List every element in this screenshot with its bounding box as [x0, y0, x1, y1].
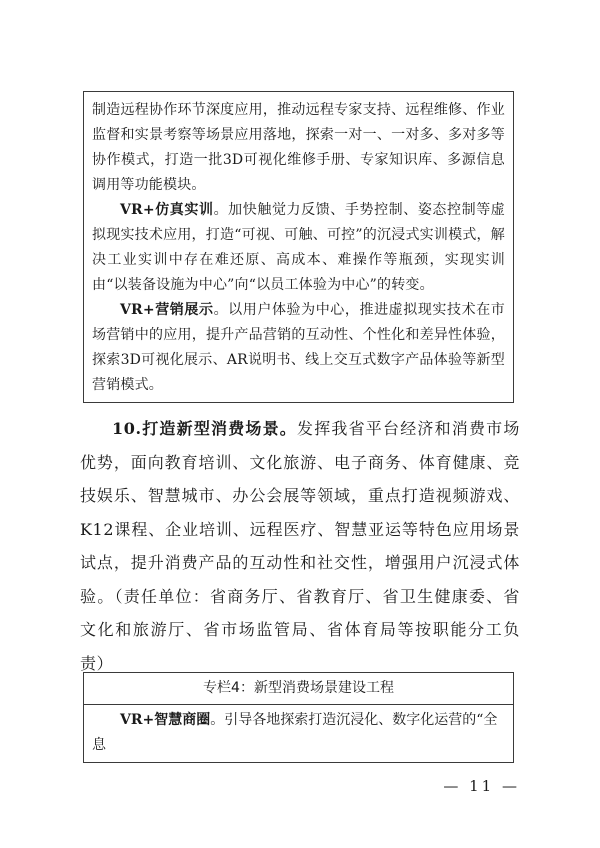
vr-smart-shopping-text: 。引导各地探索打造沉浸化、数字化运营的“全息 [92, 712, 498, 753]
column-box-bottom [83, 672, 514, 763]
vr-training-heading: VR+仿真实训 [120, 202, 214, 218]
vr-marketing-text: 。以用户体验为中心，推进虚拟现实技术在市场营销中的应用，提升产品营销的互动性、个性化和差异性体验，探索3D可视化展示、AR说明书、线上交互式数字产品体验等新型营销模式。 [92, 302, 505, 393]
main-paragraph-consumption [80, 412, 520, 680]
vr-smart-shopping-heading: VR+智慧商圈 [120, 712, 211, 728]
vr-training-text: 。加快触觉力反馈、手势控制、姿态控制等虚拟现实技术应用，打造“可视、可触、可控”的沉浸式实训模式，解决工业实训中存在难还原、高成本、难操作等瓶颈，实现实训由“以装备设施为中心”向“以员工体验为中心”的转变。 [92, 202, 505, 293]
section-body: 发挥我省平台经济和消费市场优势，面向教育培训、文化旅游、电子商务、体育健康、竞技娱乐、智慧城市、办公会展等领域，重点打造视频游戏、K12课程、企业培训、远程医疗、智慧亚运等特色应用场景试点，提升消费产品的互动性和社交性，增强用户沉浸式体验。（责任单位：省商务厅、省教育厅、省卫生健康委、省文化和旅游厅、省市场监管局、省体育局等按职能分工负责） [80, 419, 520, 673]
page-number: — 11 — [443, 777, 520, 795]
box-paragraph-vr-marketing [92, 298, 505, 398]
column-header: 专栏4：新型消费场景建设工程 [84, 673, 513, 705]
box-paragraph-vr-training [92, 198, 505, 298]
column-body [84, 705, 513, 762]
box-paragraph-remote-collab: 制造远程协作环节深度应用，推动远程专家支持、远程维修、作业监督和实景考察等场景应用落地，探索一对一、一对多、多对多等协作模式，打造一批3D可视化维修手册、专家知识库、多源信息调用等功能模块。 [92, 102, 505, 193]
column-box-top [83, 91, 514, 403]
vr-marketing-heading: VR+营销展示 [120, 302, 214, 318]
section-heading: 10.打造新型消费场景。 [112, 419, 298, 438]
